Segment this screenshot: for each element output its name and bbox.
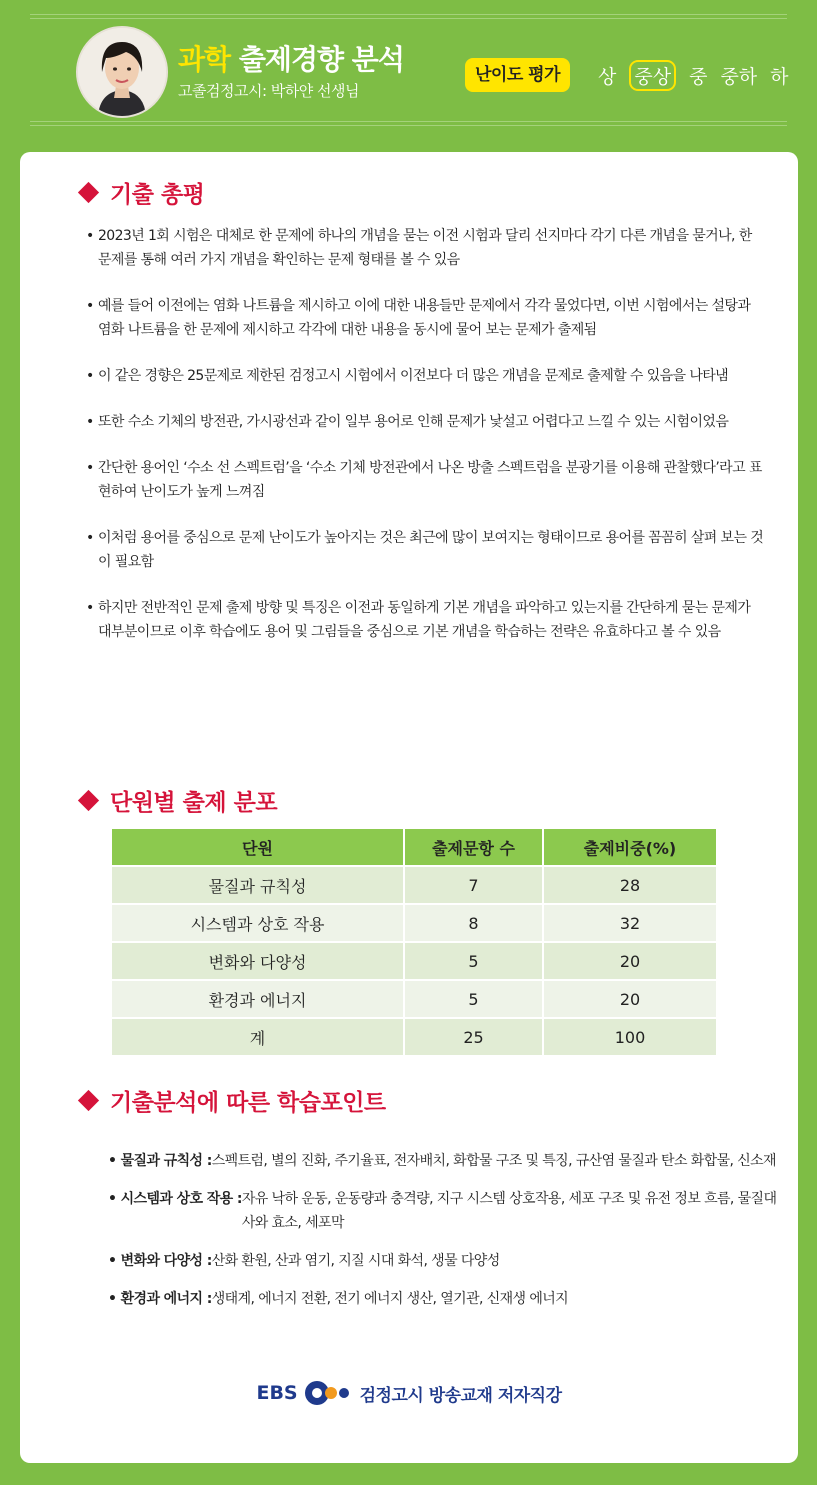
- page-title: [178, 38, 404, 78]
- table-cell: 5: [404, 942, 543, 980]
- table-row: [112, 866, 717, 904]
- learning-point-label: • 시스템과 상호 작용 :: [108, 1187, 242, 1235]
- table-cell: 32: [543, 904, 717, 942]
- overview-bullet: • 2023년 1회 시험은 대체로 한 문제에 하나의 개념을 묻는 이전 시험과 달리 선지마다 각기 다른 개념을 묻거나, 한 문제를 통해 여러 가지 개념을 확인하는 문제 형태를 볼 수 있음: [86, 224, 766, 272]
- ebs-logo-icon: [304, 1380, 354, 1406]
- teacher-subtitle: 고졸검정고시: 박하얀 선생님: [178, 82, 359, 100]
- overview-bullet: • 이 같은 경향은 25문제로 제한된 검정고시 시험에서 이전보다 더 많은 개념을 문제로 출제할 수 있음을 나타냄: [86, 364, 766, 388]
- diamond-bullet-icon: [78, 1090, 99, 1111]
- teacher-portrait-icon: [78, 28, 166, 116]
- table-cell: 7: [404, 866, 543, 904]
- table-row: [112, 942, 717, 980]
- content-card: [20, 152, 798, 1463]
- overview-bullet: • 예를 들어 이전에는 염화 나트륨을 제시하고 이에 대한 내용들만 문제에서 각각 물었다면, 이번 시험에서는 설탕과 염화 나트륨을 한 문제에 제시하고 각각에 대한 내용을 동시에 물어 보는 문제가 출제됨: [86, 294, 766, 342]
- learning-points-title: 기출분석에 따른 학습포인트: [110, 1090, 386, 1116]
- table-row: [112, 904, 717, 942]
- learning-point: [108, 1187, 788, 1235]
- learning-point: [108, 1249, 788, 1273]
- learning-point-text: 자유 낙하 운동, 운동량과 충격량, 지구 시스템 상호작용, 세포 구조 및 유전 정보 흐름, 물질대사와 효소, 세포막: [241, 1191, 777, 1231]
- distribution-heading: [78, 784, 277, 817]
- table-cell: 물질과 규칙성: [112, 866, 404, 904]
- learning-points-list: [108, 1149, 788, 1325]
- difficulty-level-4: 하: [770, 65, 789, 88]
- table-header-cell: 단원: [112, 829, 404, 866]
- table-header-row: [112, 829, 717, 866]
- table-cell: 100: [543, 1018, 717, 1056]
- distribution-table: [112, 829, 718, 1057]
- header-bottom-rule: [30, 121, 787, 122]
- table-cell: 5: [404, 980, 543, 1018]
- learning-point-label: • 물질과 규칙성 :: [108, 1149, 212, 1173]
- table-header-cell: 출제비중(%): [543, 829, 717, 866]
- title-rest: 출제경향 분석: [230, 43, 404, 76]
- learning-point-text: 스펙트럼, 별의 진화, 주기율표, 전자배치, 화합물 구조 및 특징, 규산염 물질과 탄소 화합물, 신소재: [211, 1153, 776, 1169]
- overview-bullets: [86, 224, 766, 666]
- title-subject: 과학: [178, 43, 231, 76]
- learning-point: [108, 1287, 788, 1311]
- header-top-rule-2: [30, 18, 787, 19]
- table-header-cell: 출제문항 수: [404, 829, 543, 866]
- header-top-rule: [30, 14, 787, 15]
- difficulty-levels: [598, 60, 789, 90]
- overview-bullet: • 또한 수소 기체의 방전관, 가시광선과 같이 일부 용어로 인해 문제가 낯설고 어렵다고 느낄 수 있는 시험이었음: [86, 410, 766, 434]
- teacher-avatar: [76, 26, 168, 118]
- footer-text: 검정고시 방송교재 저자직강: [359, 1385, 562, 1406]
- header-bottom-rule-2: [30, 125, 787, 126]
- overview-bullet: • 이처럼 용어를 중심으로 문제 난이도가 높아지는 것은 최근에 많이 보여지는 형태이므로 용어를 꼼꼼히 살펴 보는 것이 필요함: [86, 526, 766, 574]
- learning-point-label: • 환경과 에너지 :: [108, 1287, 212, 1311]
- ebs-brand: EBS: [256, 1382, 298, 1404]
- difficulty-level-2: 중: [689, 65, 708, 88]
- table-cell: 25: [404, 1018, 543, 1056]
- learning-point: [108, 1149, 788, 1173]
- distribution-title: 단원별 출제 분포: [110, 790, 278, 816]
- diamond-bullet-icon: [78, 790, 99, 811]
- footer: [20, 1380, 798, 1406]
- difficulty-badge: 난이도 평가: [465, 58, 570, 92]
- difficulty-level-1: 중상: [629, 60, 676, 91]
- learning-point-text: 산화 환원, 산과 염기, 지질 시대 화석, 생물 다양성: [211, 1253, 500, 1269]
- table-cell: 환경과 에너지: [112, 980, 404, 1018]
- overview-title: 기출 총평: [110, 182, 205, 208]
- difficulty-level-0: 상: [598, 65, 617, 88]
- overview-heading: [78, 176, 204, 209]
- learning-point-text: 생태계, 에너지 전환, 전기 에너지 생산, 열기관, 신재생 에너지: [211, 1291, 569, 1307]
- table-row: [112, 1018, 717, 1056]
- table-cell: 20: [543, 942, 717, 980]
- table-cell: 변화와 다양성: [112, 942, 404, 980]
- table-cell: 28: [543, 866, 717, 904]
- header: [0, 0, 817, 150]
- table-cell: 계: [112, 1018, 404, 1056]
- difficulty-level-3: 중하: [720, 65, 758, 88]
- learning-point-label: • 변화와 다양성 :: [108, 1249, 212, 1273]
- learning-points-heading: [78, 1084, 386, 1117]
- table-cell: 시스템과 상호 작용: [112, 904, 404, 942]
- diamond-bullet-icon: [78, 182, 99, 203]
- overview-bullet: • 간단한 용어인 ‘수소 선 스펙트럼’을 ‘수소 기체 방전관에서 나온 방출 스펙트럼을 분광기를 이용해 관찰했다’라고 표현하여 난이도가 높게 느껴짐: [86, 456, 766, 504]
- overview-bullet: • 하지만 전반적인 문제 출제 방향 및 특징은 이전과 동일하게 기본 개념을 파악하고 있는지를 간단하게 묻는 문제가 대부분이므로 이후 학습에도 용어 및 그림들을 중심으로 기본 개념을 학습하는 전략은 유효하다고 볼 수 있음: [86, 596, 766, 644]
- table-cell: 8: [404, 904, 543, 942]
- table-cell: 20: [543, 980, 717, 1018]
- table-row: [112, 980, 717, 1018]
